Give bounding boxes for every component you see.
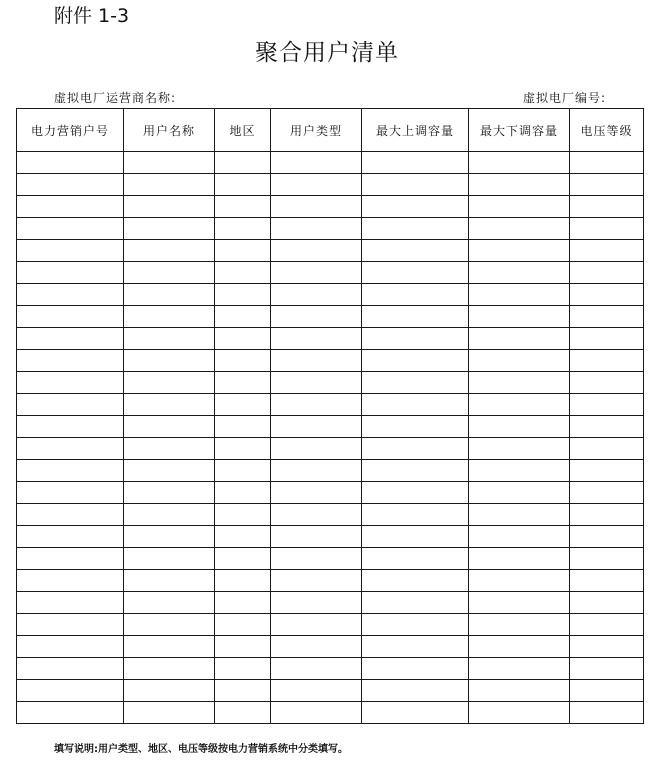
table-cell[interactable] (570, 284, 644, 306)
table-row (17, 174, 644, 196)
table-cell[interactable] (362, 218, 469, 240)
user-list-table (16, 108, 644, 724)
table-cell[interactable] (124, 350, 215, 372)
table-cell[interactable] (570, 548, 644, 570)
table-cell[interactable] (215, 328, 271, 350)
table-cell[interactable] (124, 504, 215, 526)
table-cell[interactable] (271, 526, 362, 548)
table-cell[interactable] (271, 328, 362, 350)
table-cell[interactable] (17, 416, 124, 438)
table-cell[interactable] (570, 240, 644, 262)
table-row (17, 328, 644, 350)
table-cell[interactable] (362, 372, 469, 394)
table-cell[interactable] (215, 240, 271, 262)
table-row (17, 504, 644, 526)
table-cell[interactable] (17, 196, 124, 218)
table-cell[interactable] (362, 438, 469, 460)
table-row (17, 658, 644, 680)
table-cell[interactable] (469, 306, 570, 328)
table-cell[interactable] (469, 548, 570, 570)
table-cell[interactable] (124, 526, 215, 548)
table-cell[interactable] (215, 174, 271, 196)
table-row (17, 152, 644, 174)
table-cell[interactable] (17, 460, 124, 482)
table-cell[interactable] (570, 218, 644, 240)
table-cell[interactable] (271, 394, 362, 416)
table-cell[interactable] (362, 504, 469, 526)
table-cell[interactable] (271, 306, 362, 328)
table-cell[interactable] (570, 482, 644, 504)
table-cell[interactable] (124, 570, 215, 592)
table-cell[interactable] (362, 570, 469, 592)
table-row (17, 614, 644, 636)
table-cell[interactable] (271, 482, 362, 504)
table-cell[interactable] (469, 526, 570, 548)
table-cell[interactable] (362, 702, 469, 724)
table-cell[interactable] (570, 306, 644, 328)
table-cell[interactable] (271, 350, 362, 372)
table-cell[interactable] (124, 328, 215, 350)
table-cell[interactable] (271, 658, 362, 680)
table-cell[interactable] (469, 174, 570, 196)
table-cell[interactable] (469, 262, 570, 284)
table-cell[interactable] (271, 218, 362, 240)
table-cell[interactable] (124, 482, 215, 504)
table-row (17, 240, 644, 262)
table-cell[interactable] (124, 174, 215, 196)
table-cell[interactable] (469, 284, 570, 306)
table-cell[interactable] (362, 284, 469, 306)
table-cell[interactable] (469, 328, 570, 350)
table-cell[interactable] (469, 636, 570, 658)
table-cell[interactable] (215, 152, 271, 174)
table-cell[interactable] (570, 372, 644, 394)
table-cell[interactable] (469, 504, 570, 526)
table-cell[interactable] (469, 372, 570, 394)
table-cell[interactable] (469, 218, 570, 240)
table-cell[interactable] (17, 702, 124, 724)
table-cell[interactable] (271, 438, 362, 460)
table-cell[interactable] (469, 614, 570, 636)
column-header-user-name: 用户名称 (124, 109, 215, 152)
table-cell[interactable] (570, 152, 644, 174)
column-header-max-up-capacity: 最大上调容量 (362, 109, 469, 152)
table-cell[interactable] (570, 460, 644, 482)
table-cell[interactable] (469, 416, 570, 438)
table-cell[interactable] (215, 394, 271, 416)
table-cell[interactable] (124, 262, 215, 284)
table-cell[interactable] (362, 174, 469, 196)
table-cell[interactable] (271, 262, 362, 284)
table-cell[interactable] (17, 350, 124, 372)
table-cell[interactable] (469, 570, 570, 592)
plant-id-label: 虚拟电厂编号: (522, 91, 606, 105)
table-cell[interactable] (215, 504, 271, 526)
table-cell[interactable] (124, 680, 215, 702)
table-row (17, 636, 644, 658)
table-cell[interactable] (570, 394, 644, 416)
table-row (17, 372, 644, 394)
column-header-account-no: 电力营销户号 (17, 109, 124, 152)
table-cell[interactable] (570, 680, 644, 702)
table-cell[interactable] (271, 680, 362, 702)
table-body (17, 152, 644, 724)
table-cell[interactable] (215, 614, 271, 636)
table-cell[interactable] (215, 460, 271, 482)
table-cell[interactable] (469, 680, 570, 702)
table-cell[interactable] (271, 416, 362, 438)
table-row (17, 196, 644, 218)
table-cell[interactable] (271, 152, 362, 174)
table-cell[interactable] (17, 372, 124, 394)
table-cell[interactable] (17, 152, 124, 174)
table-cell[interactable] (570, 658, 644, 680)
table-cell[interactable] (570, 416, 644, 438)
table-cell[interactable] (215, 372, 271, 394)
table-cell[interactable] (570, 504, 644, 526)
table-cell[interactable] (124, 614, 215, 636)
table-row (17, 680, 644, 702)
table-cell[interactable] (124, 394, 215, 416)
table-cell[interactable] (17, 636, 124, 658)
table-cell[interactable] (570, 614, 644, 636)
table-cell[interactable] (570, 328, 644, 350)
table-row (17, 460, 644, 482)
table-cell[interactable] (271, 702, 362, 724)
table-cell[interactable] (215, 548, 271, 570)
table-cell[interactable] (124, 438, 215, 460)
table-cell[interactable] (17, 526, 124, 548)
table-cell[interactable] (362, 416, 469, 438)
table-cell[interactable] (124, 702, 215, 724)
table-cell[interactable] (469, 394, 570, 416)
operator-name-label: 虚拟电厂运营商名称: (54, 91, 177, 105)
table-cell[interactable] (124, 658, 215, 680)
table-cell[interactable] (17, 592, 124, 614)
table-cell[interactable] (215, 592, 271, 614)
table-cell[interactable] (362, 350, 469, 372)
table-cell[interactable] (215, 350, 271, 372)
table-cell[interactable] (17, 548, 124, 570)
table-cell[interactable] (362, 306, 469, 328)
column-header-max-down-capacity: 最大下调容量 (469, 109, 570, 152)
table-cell[interactable] (469, 438, 570, 460)
table-cell[interactable] (570, 262, 644, 284)
column-header-user-type: 用户类型 (271, 109, 362, 152)
table-cell[interactable] (271, 240, 362, 262)
table-cell[interactable] (271, 372, 362, 394)
table-cell[interactable] (469, 460, 570, 482)
table-cell[interactable] (570, 636, 644, 658)
table-cell[interactable] (271, 548, 362, 570)
table-cell[interactable] (271, 570, 362, 592)
table-cell[interactable] (124, 240, 215, 262)
table-cell[interactable] (17, 504, 124, 526)
table-cell[interactable] (362, 636, 469, 658)
table-cell[interactable] (17, 174, 124, 196)
table-row (17, 284, 644, 306)
table-cell[interactable] (17, 284, 124, 306)
table-cell[interactable] (469, 658, 570, 680)
table-row (17, 570, 644, 592)
table-cell[interactable] (271, 592, 362, 614)
table-cell[interactable] (17, 328, 124, 350)
table-cell[interactable] (570, 196, 644, 218)
table-row (17, 592, 644, 614)
table-cell[interactable] (570, 350, 644, 372)
fill-instructions: 填写说明:用户类型、地区、电压等级按电力营销系统中分类填写。 (54, 744, 348, 755)
table-cell[interactable] (124, 460, 215, 482)
table-cell[interactable] (469, 482, 570, 504)
table-cell[interactable] (17, 614, 124, 636)
table-cell[interactable] (362, 262, 469, 284)
table-cell[interactable] (362, 460, 469, 482)
table-cell[interactable] (570, 570, 644, 592)
table-cell[interactable] (124, 284, 215, 306)
table-cell[interactable] (362, 548, 469, 570)
table-cell[interactable] (271, 174, 362, 196)
table-cell[interactable] (469, 702, 570, 724)
table-cell[interactable] (17, 570, 124, 592)
table-cell[interactable] (271, 636, 362, 658)
table-cell[interactable] (271, 504, 362, 526)
table-row (17, 482, 644, 504)
table-cell[interactable] (124, 416, 215, 438)
table-row (17, 262, 644, 284)
table-cell[interactable] (17, 394, 124, 416)
table-row (17, 526, 644, 548)
table-cell[interactable] (17, 438, 124, 460)
table-cell[interactable] (362, 680, 469, 702)
table-cell[interactable] (124, 196, 215, 218)
table-cell[interactable] (469, 350, 570, 372)
table-cell[interactable] (469, 240, 570, 262)
table-cell[interactable] (215, 262, 271, 284)
table-cell[interactable] (271, 196, 362, 218)
table-row (17, 306, 644, 328)
table-row (17, 548, 644, 570)
table-cell[interactable] (570, 702, 644, 724)
table-cell[interactable] (362, 394, 469, 416)
table-cell[interactable] (17, 262, 124, 284)
table-cell[interactable] (17, 680, 124, 702)
table-header-row (17, 109, 644, 152)
table-row (17, 394, 644, 416)
table-cell[interactable] (215, 526, 271, 548)
table-cell[interactable] (362, 526, 469, 548)
table-cell[interactable] (17, 240, 124, 262)
table-cell[interactable] (362, 152, 469, 174)
table-cell[interactable] (362, 328, 469, 350)
table-cell[interactable] (362, 592, 469, 614)
table-cell[interactable] (215, 196, 271, 218)
table-cell[interactable] (215, 416, 271, 438)
table-cell[interactable] (362, 482, 469, 504)
table-cell[interactable] (124, 372, 215, 394)
table-cell[interactable] (215, 658, 271, 680)
table-cell[interactable] (570, 438, 644, 460)
table-cell[interactable] (271, 460, 362, 482)
table-row (17, 350, 644, 372)
table-cell[interactable] (570, 592, 644, 614)
table-cell[interactable] (570, 526, 644, 548)
table-cell[interactable] (124, 592, 215, 614)
table-cell[interactable] (469, 152, 570, 174)
table-row (17, 438, 644, 460)
table-cell[interactable] (271, 284, 362, 306)
table-cell[interactable] (469, 196, 570, 218)
table-cell[interactable] (17, 482, 124, 504)
table-cell[interactable] (17, 658, 124, 680)
table-row (17, 416, 644, 438)
table-cell[interactable] (570, 174, 644, 196)
table-cell[interactable] (215, 636, 271, 658)
table-cell[interactable] (215, 306, 271, 328)
table-cell[interactable] (215, 702, 271, 724)
table-row (17, 218, 644, 240)
table-cell[interactable] (215, 438, 271, 460)
column-header-region: 地区 (215, 109, 271, 152)
table-cell[interactable] (215, 570, 271, 592)
table-cell[interactable] (362, 614, 469, 636)
table-cell[interactable] (271, 614, 362, 636)
table-cell[interactable] (362, 196, 469, 218)
table-cell[interactable] (124, 218, 215, 240)
table-cell[interactable] (124, 152, 215, 174)
column-header-voltage-level: 电压等级 (570, 109, 644, 152)
table-cell[interactable] (469, 592, 570, 614)
table-cell[interactable] (215, 284, 271, 306)
table-cell[interactable] (17, 218, 124, 240)
table-cell[interactable] (124, 548, 215, 570)
table-cell[interactable] (362, 240, 469, 262)
table-cell[interactable] (17, 306, 124, 328)
table-cell[interactable] (215, 218, 271, 240)
attachment-label: 附件 1-3 (54, 5, 130, 27)
page-title: 聚合用户清单 (255, 40, 399, 66)
table-row (17, 702, 644, 724)
table-cell[interactable] (124, 306, 215, 328)
table-cell[interactable] (215, 680, 271, 702)
table-cell[interactable] (215, 482, 271, 504)
table-cell[interactable] (124, 636, 215, 658)
table-cell[interactable] (362, 658, 469, 680)
